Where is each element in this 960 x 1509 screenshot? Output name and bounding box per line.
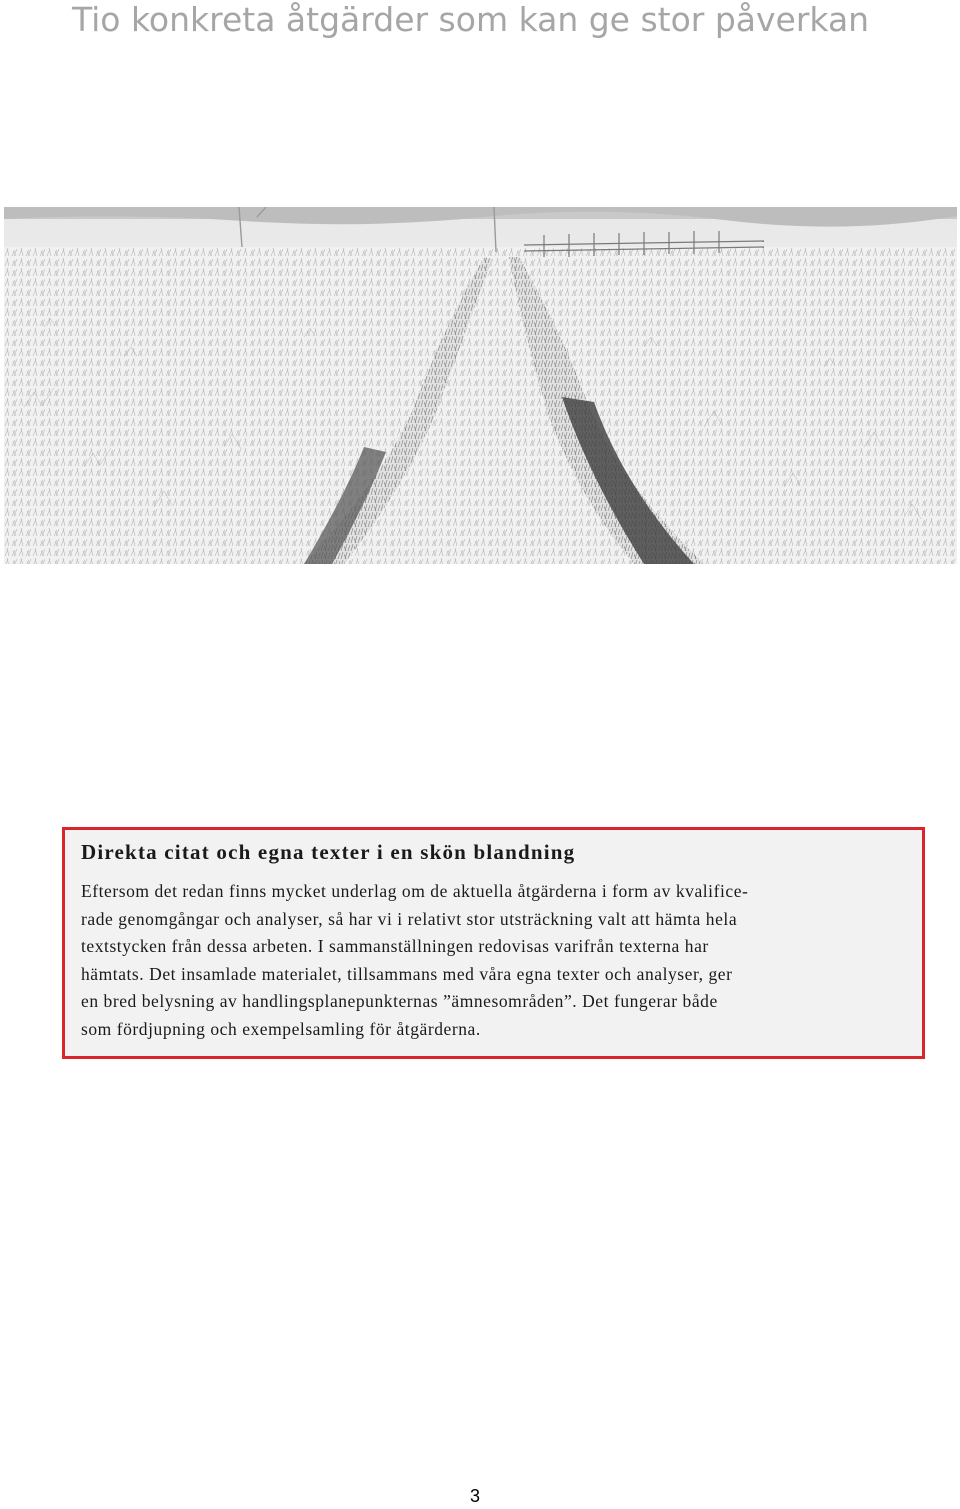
- page-title: Tio konkreta åtgärder som kan ge stor påverkan: [72, 0, 870, 39]
- info-box-line: en bred belysning av handlingsplanepunkternas ”ämnesområden”. Det fungerar både: [81, 991, 718, 1011]
- info-box: [62, 827, 925, 1059]
- info-box-line: hämtats. Det insamlade materialet, tillsammans med våra egna texter och analyser, ger: [81, 963, 733, 984]
- info-box-line: som fördjupning och exempelsamling för åtgärderna.: [81, 1018, 481, 1039]
- page-number: 3: [470, 1486, 481, 1506]
- info-box-line: textstycken från dessa arbeten. I sammanställningen redovisas varifrån texterna har: [81, 936, 709, 956]
- landscape-sketch-image: [4, 207, 957, 564]
- landscape-photo: [4, 207, 957, 564]
- info-box-body: [81, 878, 911, 1043]
- info-box-line: Eftersom det redan finns mycket underlag om de aktuella åtgärderna i form av kvalifice-: [81, 881, 749, 901]
- info-box-heading: Direkta citat och egna texter i en skön blandning: [81, 840, 576, 864]
- info-box-line: rade genomgångar och analyser, så har vi i relativt stor utsträckning valt att hämta hela: [81, 908, 738, 929]
